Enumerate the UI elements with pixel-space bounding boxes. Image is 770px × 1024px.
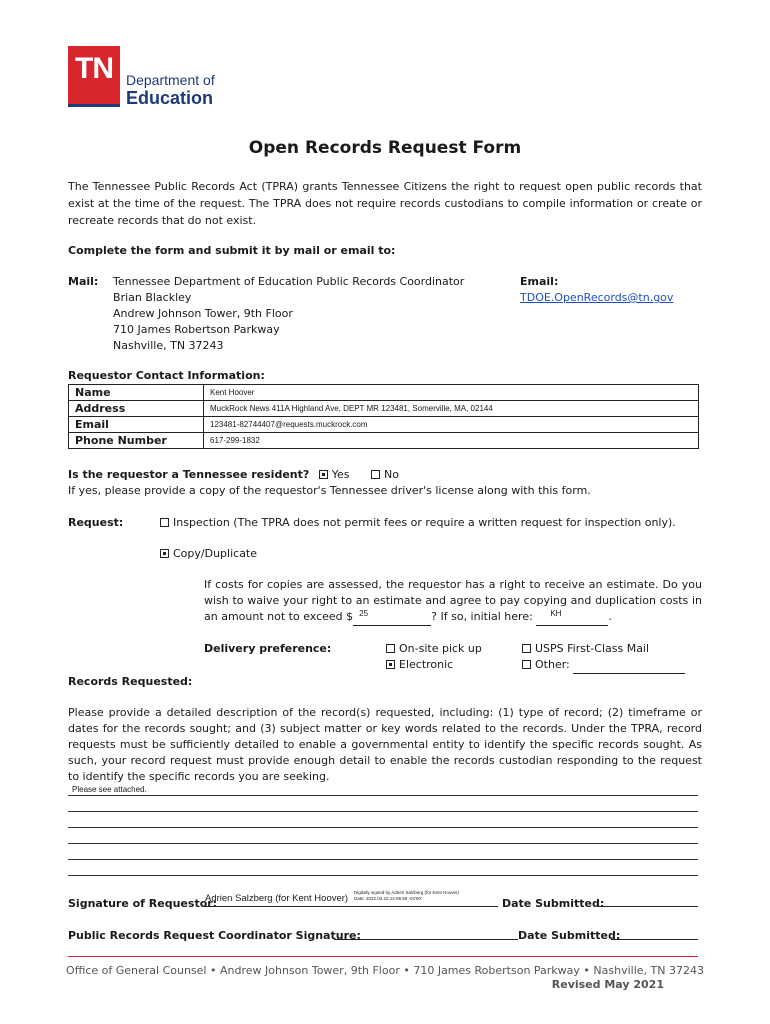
- signature-label: Signature of Requestor:: [68, 897, 218, 910]
- email-label: Email:: [520, 275, 559, 288]
- footer-address: Office of General Counsel • Andrew Johnson Tower, 9th Floor • 710 James Robertson Parkway • Nashville, TN 37243: [66, 964, 704, 977]
- max-amount-field[interactable]: [353, 609, 431, 626]
- request-label: Request:: [68, 516, 124, 529]
- signature-line: [204, 906, 498, 907]
- address-field[interactable]: MuckRock News 411A Highland Ave, DEPT MR 123481, Somerville, MA, 02144: [204, 401, 699, 417]
- requestor-heading: Requestor Contact Information:: [68, 369, 265, 382]
- logo-mark: TN: [75, 52, 113, 85]
- signature-field[interactable]: Adrien Salzberg (for Kent Hoover): [205, 893, 349, 904]
- copy-option[interactable]: [160, 546, 257, 562]
- resident-note: If yes, please provide a copy of the requestor's Tennessee driver's license along with this form.: [68, 484, 591, 497]
- records-description: Please provide a detailed description of the record(s) requested, including: (1) type of record; (2) timeframe or dates for the records sought; and (3) subject matter or key words related to the records. Under the TPRA, record requests must be sufficiently detailed to enable a governmental entity to identify the specific records sought. As such, your record request must provide enough detail to enable the records custodian responding to the request to identify the specific records you are seeking.: [68, 706, 702, 783]
- answer-line: [68, 795, 698, 796]
- phone-field[interactable]: 617-299-1832: [204, 433, 699, 449]
- initials-field[interactable]: [536, 609, 608, 626]
- checkbox-checked-icon[interactable]: [160, 549, 169, 558]
- email-row-label: Email: [69, 417, 204, 433]
- checkbox-empty-icon[interactable]: [522, 644, 531, 653]
- delivery-usps-label: USPS First-Class Mail: [535, 642, 650, 655]
- coordinator-label: Public Records Request Coordinator Signature:: [68, 929, 361, 942]
- delivery-other-label: Other:: [535, 658, 570, 671]
- resident-no-label: No: [384, 468, 399, 481]
- email-block: [520, 274, 673, 306]
- delivery-onsite-label: On-site pick up: [399, 642, 482, 655]
- checkbox-empty-icon[interactable]: [386, 644, 395, 653]
- checkbox-checked-icon[interactable]: [319, 470, 328, 479]
- revised-date: Revised May 2021: [551, 978, 664, 991]
- checkbox-checked-icon[interactable]: [386, 660, 395, 669]
- resident-no-option[interactable]: [371, 468, 399, 481]
- mail-address: [113, 274, 464, 354]
- phone-label: Phone Number: [69, 433, 204, 449]
- delivery-usps[interactable]: [522, 641, 649, 657]
- answer-line: [68, 859, 698, 860]
- email-link[interactable]: TDOE.OpenRecords@tn.gov: [520, 291, 674, 304]
- intro-paragraph: The Tennessee Public Records Act (TPRA) grants Tennessee Citizens the right to request open public records that exist at the time of the request. The TPRA does not require records custodians to compile information or create or recreate records that do not exist.: [68, 180, 702, 227]
- resident-yes-label: Yes: [331, 468, 350, 481]
- mail-line: Brian Blackley: [113, 291, 192, 304]
- table-row: [69, 433, 699, 449]
- table-row: [69, 417, 699, 433]
- costs-paragraph: If costs for copies are assessed, the requestor has a right to receive an estimate. Do you wish to waive your right to an estimate and agree to pay copying and duplication costs in an amount not to exceed $ 25 ? If so, initial here: KH .: [204, 577, 702, 626]
- max-amount-value: 25: [359, 609, 369, 618]
- delivery-label: Delivery preference:: [204, 642, 332, 655]
- coordinator-date-label: Date Submitted:: [518, 929, 621, 942]
- logo-department: Department of: [126, 72, 215, 88]
- resident-yes-option[interactable]: [319, 468, 350, 481]
- tn-logo: [68, 46, 120, 104]
- checkbox-empty-icon[interactable]: [160, 518, 169, 527]
- digital-signature-text: Digitally signed by Adrien Salzberg (for Kent Hoover): [354, 890, 460, 895]
- digital-signature-date: Date: 2022.03.22 12:05:59 -04'00': [354, 896, 422, 901]
- form-title: Open Records Request Form: [248, 138, 522, 158]
- costs-text: If costs for copies are assessed, the requestor has a right to receive an estimate. Do you wish to waive your right to an estimate and agree to pay copying and duplication costs in an amount not to exceed $: [204, 578, 702, 623]
- records-answer[interactable]: Please see attached.: [72, 785, 147, 794]
- answer-line: [68, 811, 698, 812]
- inspection-option[interactable]: [160, 515, 676, 531]
- other-field[interactable]: [573, 657, 685, 674]
- email-field[interactable]: 123481-82744407@requests.muckrock.com: [204, 417, 699, 433]
- submit-heading: Complete the form and submit it by mail or email to:: [68, 244, 396, 257]
- resident-question-row: [68, 467, 399, 483]
- inspection-label: Inspection (The TPRA does not permit fees or require a written request for inspection only).: [173, 516, 676, 529]
- copy-label: Copy/Duplicate: [173, 547, 258, 560]
- resident-question: Is the requestor a Tennessee resident?: [68, 468, 310, 481]
- mail-line: Tennessee Department of Education Public Records Coordinator: [113, 275, 465, 288]
- table-row: [69, 401, 699, 417]
- answer-line: [68, 843, 698, 844]
- footer-divider: [68, 956, 698, 957]
- checkbox-empty-icon[interactable]: [371, 470, 380, 479]
- digital-signature-stamp: [354, 890, 459, 902]
- requestor-table: [68, 384, 699, 449]
- initials-value: KH: [550, 609, 562, 618]
- logo-education: Education: [126, 88, 214, 108]
- address-label: Address: [69, 401, 204, 417]
- signature-date-field[interactable]: [598, 906, 698, 907]
- delivery-other[interactable]: [522, 657, 685, 674]
- costs-text-2: ? If so, initial here:: [431, 610, 533, 623]
- records-label: Records Requested:: [68, 675, 193, 688]
- mail-line: Andrew Johnson Tower, 9th Floor: [113, 307, 293, 320]
- delivery-electronic[interactable]: [386, 657, 453, 673]
- answer-line: [68, 827, 698, 828]
- answer-line: [68, 875, 698, 876]
- delivery-electronic-label: Electronic: [399, 658, 454, 671]
- signature-date-label: Date Submitted:: [502, 897, 605, 910]
- logo-underline: [68, 104, 120, 107]
- coordinator-signature-field[interactable]: [334, 939, 518, 940]
- delivery-onsite[interactable]: [386, 641, 482, 657]
- mail-label: Mail:: [68, 275, 99, 288]
- mail-line: Nashville, TN 37243: [113, 339, 224, 352]
- mail-line: 710 James Robertson Parkway: [113, 323, 280, 336]
- table-row: [69, 385, 699, 401]
- name-field[interactable]: Kent Hoover: [204, 385, 699, 401]
- name-label: Name: [69, 385, 204, 401]
- checkbox-empty-icon[interactable]: [522, 660, 531, 669]
- coordinator-date-field[interactable]: [611, 939, 698, 940]
